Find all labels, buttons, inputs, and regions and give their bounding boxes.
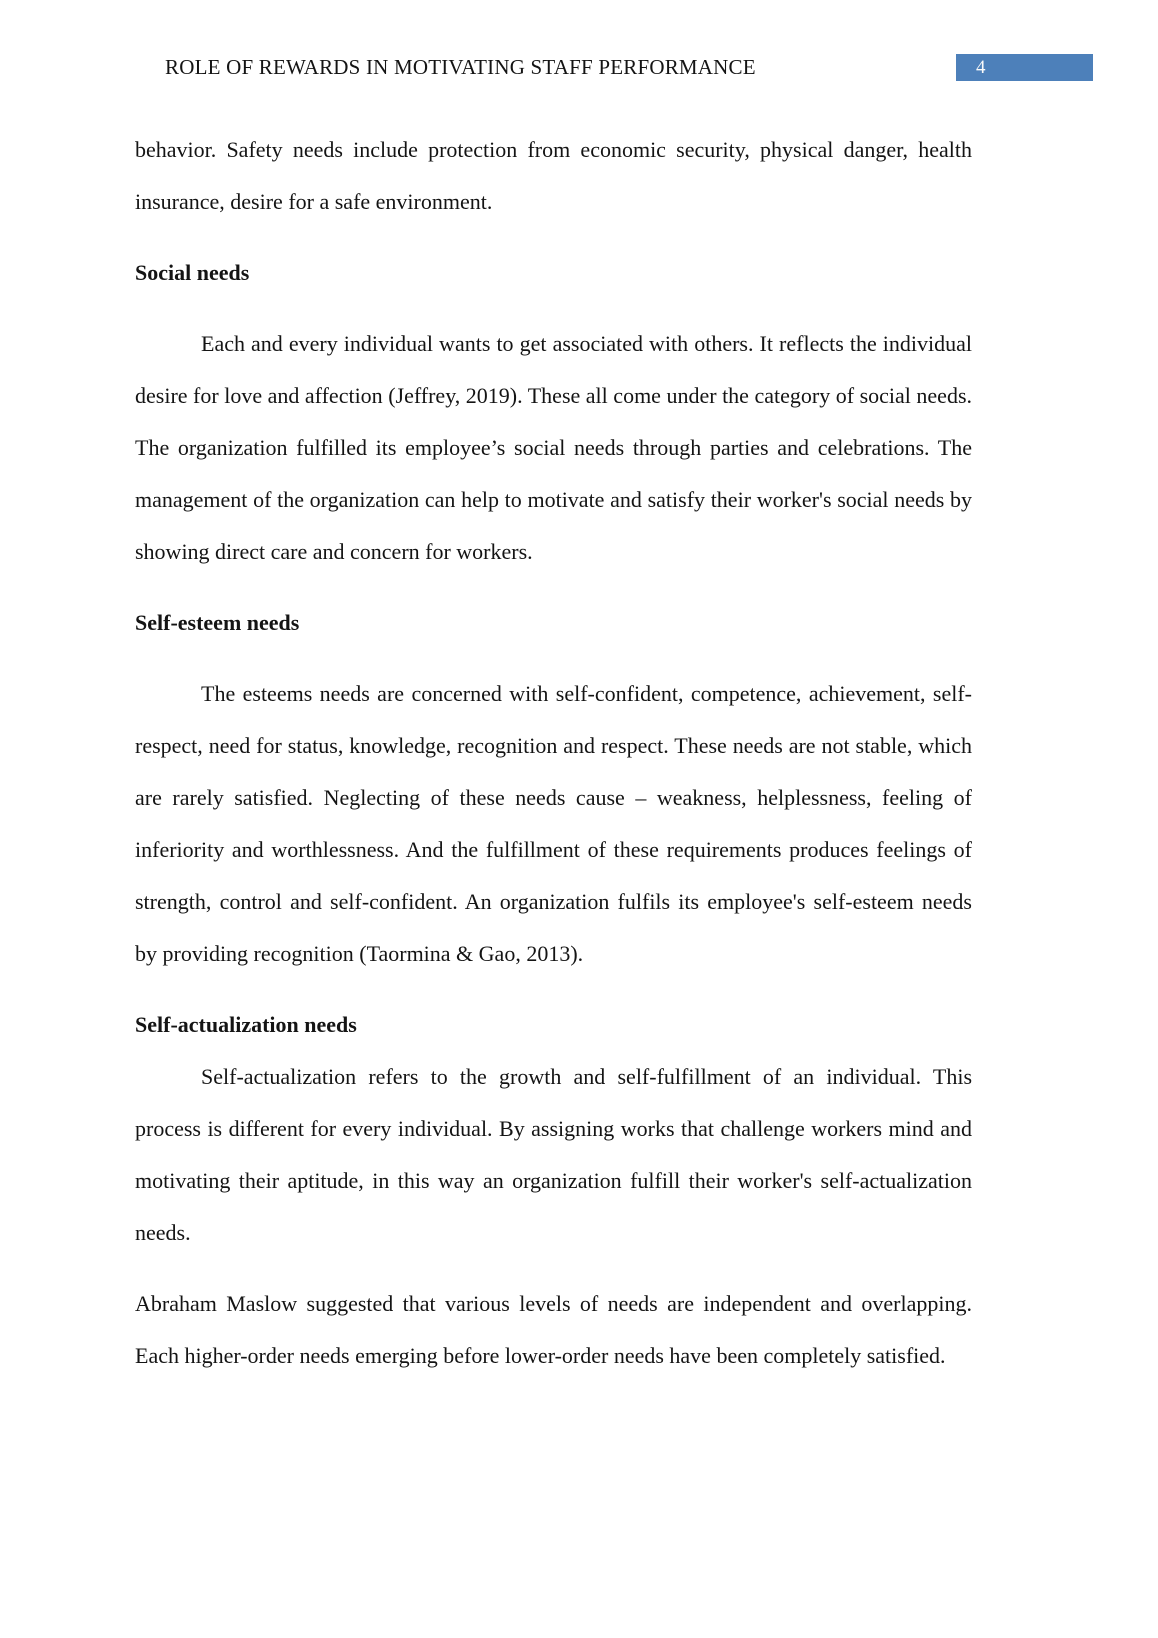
page-number-box (956, 54, 1093, 81)
paragraph-maslow-summary: Abraham Maslow suggested that various levels of needs are independent and overlapping. Each higher-order needs emerging before lower-order needs have been completely satisfied. (135, 1291, 972, 1368)
page-number: 4 (976, 57, 986, 78)
heading-social-needs: Social needs (135, 260, 250, 285)
paragraph-self-actualization-needs: Self-actualization refers to the growth and self-fulfillment of an individual. This process is different for every individual. By assigning works that challenge workers mind and motivating their aptitude, in this way an organization fulfill their worker's self-actualization needs. (135, 1064, 972, 1245)
running-head: ROLE OF REWARDS IN MOTIVATING STAFF PERFORMANCE (165, 55, 756, 79)
paragraph-social-needs: Each and every individual wants to get associated with others. It reflects the individual desire for love and affection (Jeffrey, 2019). These all come under the category of social needs. The organization fulfilled its employee’s social needs through parties and celebrations. The management of the organization can help to motivate and satisfy their worker's social needs by showing direct care and concern for workers. (135, 331, 972, 564)
paragraph-self-esteem-needs: The esteems needs are concerned with self-confident, competence, achievement, self-respect, need for status, knowledge, recognition and respect. These needs are not stable, which are rarely satisfied. Neglecting of these needs cause – weakness, helplessness, feeling of inferiority and worthlessness. And the fulfillment of these requirements produces feelings of strength, control and self-confident. An organization fulfils its employee's self-esteem needs by providing recognition (Taormina & Gao, 2013). (135, 681, 972, 966)
page-header (135, 52, 986, 86)
document-body (135, 124, 972, 1382)
paragraph-safety-needs: behavior. Safety needs include protection from economic security, physical danger, health insurance, desire for a safe environment. (135, 137, 972, 214)
heading-self-esteem-needs: Self-esteem needs (135, 610, 300, 635)
heading-self-actualization-needs: Self-actualization needs (135, 1012, 357, 1037)
